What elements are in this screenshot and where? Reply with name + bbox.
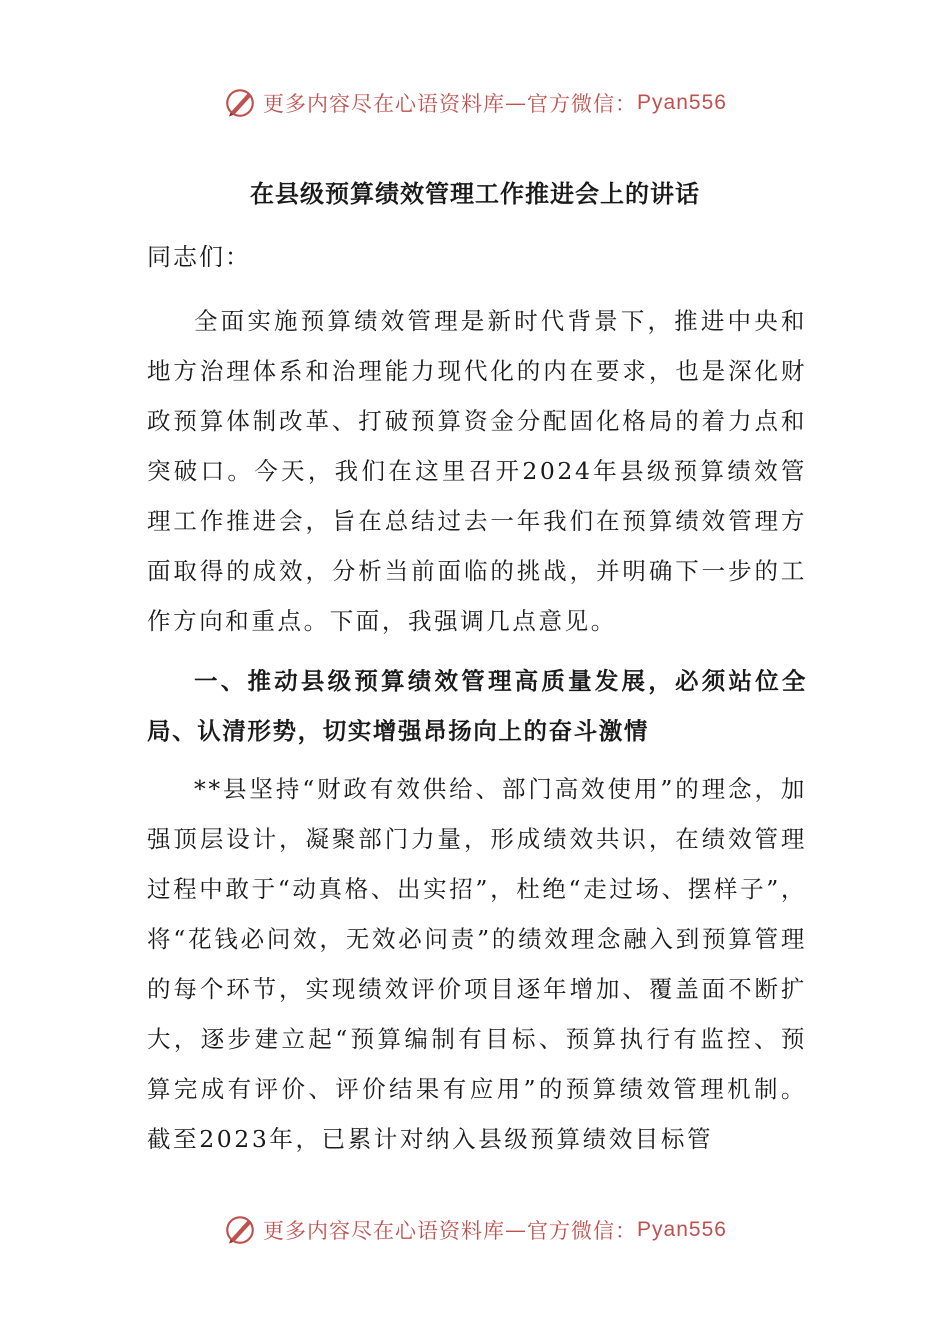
paragraph-section-1: **县坚持“财政有效供给、部门高效使用”的理念，加强顶层设计，凝聚部门力量，形成绩效共识，在绩效管理过程中敢于“动真格、出实招”，杜绝“走过场、摆样子”，将“花钱必问效，无效必问责”的绩效理念融入到预算管理的每个环节，实现绩效评价项目逐年增加、覆盖面不断扩大，逐步建立起“预算编制有目标、预算执行有监控、预算完成有评价、评价结果有应用”的预算绩效管理机制。截至2023年，已累计对纳入县级预算绩效目标管 [147,775,807,1153]
header-watermark [0,83,950,123]
watermark-id: Pyan556 [637,91,727,114]
watermark-separator: — [505,1218,528,1242]
section-heading-1: 一、推动县级预算绩效管理高质量发展，必须站位全局、认清形势，切实增强昂扬向上的奋斗激情 [147,667,807,745]
document-title: 在县级预算绩效管理工作推进会上的讲话 [250,179,700,208]
watermark-id: Pyan556 [637,1218,727,1241]
watermark-label: 官方微信： [527,1219,638,1243]
watermark-text: 更多内容尽在心语资料库 [263,1219,506,1243]
watermark-text: 更多内容尽在心语资料库 [263,92,506,116]
document-body [147,232,807,1164]
pen-logo-icon [223,86,257,120]
watermark-separator: — [505,91,528,115]
paragraph-intro: 全面实施预算绩效管理是新时代背景下，推进中央和地方治理体系和治理能力现代化的内在要求，也是深化财政预算体制改革、打破预算资金分配固化格局的着力点和突破口。今天，我们在这里召开2024年县级预算绩效管理工作推进会，旨在总结过去一年我们在预算绩效管理方面取得的成效，分析当前面临的挑战，并明确下一步的工作方向和重点。下面，我强调几点意见。 [147,307,807,635]
watermark-label: 官方微信： [527,92,638,116]
pen-logo-icon [223,1213,257,1247]
footer-watermark [0,1210,950,1250]
salutation: 同志们： [147,243,251,271]
